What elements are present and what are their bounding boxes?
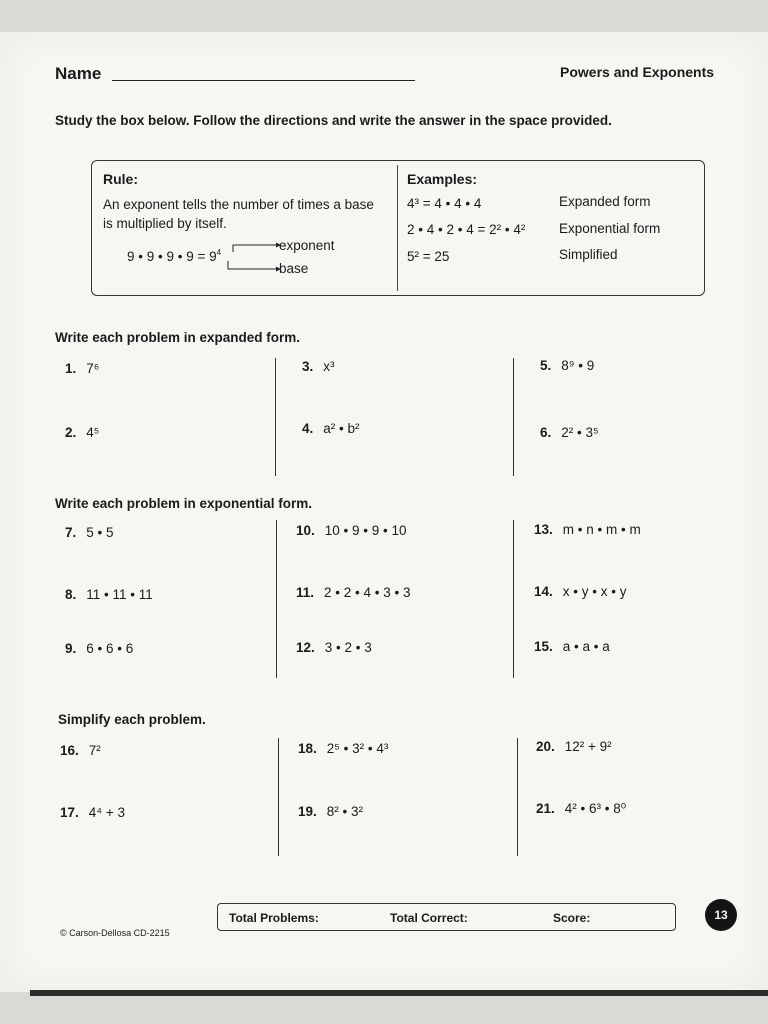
problem-number: 15. xyxy=(534,639,553,654)
section-title-expanded: Write each problem in expanded form. xyxy=(55,330,301,345)
problem-number: 21. xyxy=(536,801,555,816)
name-label: Name xyxy=(55,64,102,83)
rule-box-divider xyxy=(397,165,398,291)
problem-number: 4. xyxy=(302,421,314,436)
page-number-badge: 13 xyxy=(705,899,737,931)
problem-expression: a² • b² xyxy=(323,421,360,436)
copyright-notice: © Carson-Dellosa CD-2215 xyxy=(60,928,170,938)
directions-text: Study the box below. Follow the directions and write the answer in the space provided. xyxy=(55,113,612,128)
problem-3 xyxy=(302,359,335,374)
problem-expression: m • n • m • m xyxy=(562,522,641,537)
rule-title: Rule: xyxy=(103,171,138,187)
problem-expression: 4⁴ + 3 xyxy=(88,805,125,820)
problem-expression: 4⁵ xyxy=(86,425,100,440)
problem-4 xyxy=(302,421,360,436)
example-label: Simplified xyxy=(559,247,618,262)
problem-expression: 2⁵ • 3² • 4³ xyxy=(326,741,389,756)
rule-text: An exponent tells the number of times a base is multiplied by itself. xyxy=(103,197,374,231)
exponent-label: exponent xyxy=(279,238,335,253)
column-divider xyxy=(276,520,277,678)
problem-15 xyxy=(534,639,610,654)
problem-7 xyxy=(65,525,114,540)
section-title-exponential: Write each problem in exponential form. xyxy=(55,496,313,511)
problem-number: 5. xyxy=(540,358,552,373)
problem-expression: x³ xyxy=(323,359,335,374)
problem-9 xyxy=(65,641,133,656)
problem-expression: 7⁶ xyxy=(86,361,100,376)
problem-number: 11. xyxy=(296,585,315,600)
problem-expression: 5 • 5 xyxy=(86,525,114,540)
column-divider xyxy=(275,358,276,476)
problem-21 xyxy=(536,801,626,817)
problem-expression: 8² • 3² xyxy=(326,804,364,819)
rule-box xyxy=(91,160,705,296)
base-label: base xyxy=(279,261,309,276)
problem-5 xyxy=(540,358,594,373)
problem-8 xyxy=(65,587,153,602)
problem-14 xyxy=(534,584,626,599)
examples-title: Examples: xyxy=(407,171,478,187)
problem-number: 14. xyxy=(534,584,553,599)
rule-equation-text: 9 • 9 • 9 • 9 = 9 xyxy=(127,249,217,264)
rule-equation-exponent: 4 xyxy=(216,248,222,257)
example-equation: 2 • 4 • 2 • 4 = 2² • 4² xyxy=(407,222,526,237)
problem-6 xyxy=(540,425,599,440)
problem-16 xyxy=(60,743,101,758)
name-blank-line xyxy=(112,80,415,81)
exponent-base-arrows xyxy=(222,241,282,277)
problem-number: 16. xyxy=(60,743,79,758)
example-equation: 5² = 25 xyxy=(407,249,450,264)
problem-12 xyxy=(296,640,372,655)
column-divider xyxy=(513,520,514,678)
problem-20 xyxy=(536,739,612,754)
problem-number: 2. xyxy=(65,425,77,440)
problem-expression: 6 • 6 • 6 xyxy=(86,641,134,656)
column-divider xyxy=(513,358,514,476)
problem-number: 18. xyxy=(298,741,317,756)
problem-number: 8. xyxy=(65,587,77,602)
problem-number: 10. xyxy=(296,523,315,538)
problem-17 xyxy=(60,805,125,820)
problem-number: 9. xyxy=(65,641,77,656)
problem-expression: 8⁹ • 9 xyxy=(561,358,595,373)
problem-2 xyxy=(65,425,99,440)
problem-expression: x • y • x • y xyxy=(562,584,627,599)
problem-1 xyxy=(65,361,99,376)
problem-number: 17. xyxy=(60,805,79,820)
column-divider xyxy=(517,738,518,856)
problem-expression: 4² • 6³ • 8⁰ xyxy=(564,801,627,816)
problem-number: 19. xyxy=(298,804,317,819)
total-problems-label: Total Problems: xyxy=(229,911,319,925)
problem-expression: 12² + 9² xyxy=(564,739,612,754)
score-box xyxy=(217,903,676,931)
problem-10 xyxy=(296,523,407,538)
problem-number: 7. xyxy=(65,525,77,540)
problem-expression: 2² • 3⁵ xyxy=(561,425,599,440)
example-label: Expanded form xyxy=(559,194,651,209)
score-label: Score: xyxy=(553,911,591,925)
problem-19 xyxy=(298,804,363,819)
section-title-simplify: Simplify each problem. xyxy=(58,712,206,727)
problem-number: 13. xyxy=(534,522,553,537)
problem-expression: 10 • 9 • 9 • 10 xyxy=(324,523,407,538)
example-equation: 4³ = 4 • 4 • 4 xyxy=(407,196,482,211)
problem-number: 1. xyxy=(65,361,77,376)
problem-18 xyxy=(298,741,388,756)
problem-number: 3. xyxy=(302,359,314,374)
total-correct-label: Total Correct: xyxy=(390,911,468,925)
worksheet-title: Powers and Exponents xyxy=(560,64,715,80)
problem-expression: 7² xyxy=(88,743,101,758)
column-divider xyxy=(278,738,279,856)
example-label: Exponential form xyxy=(559,221,661,236)
page-edge-shadow xyxy=(30,990,768,996)
problem-expression: a • a • a xyxy=(562,639,610,654)
problem-expression: 2 • 2 • 4 • 3 • 3 xyxy=(324,585,411,600)
problem-expression: 3 • 2 • 3 xyxy=(324,640,372,655)
problem-number: 20. xyxy=(536,739,555,754)
problem-number: 12. xyxy=(296,640,315,655)
problem-expression: 11 • 11 • 11 xyxy=(86,587,153,602)
problem-13 xyxy=(534,522,641,537)
rule-equation xyxy=(127,249,221,264)
problem-11 xyxy=(296,585,410,600)
problem-number: 6. xyxy=(540,425,552,440)
